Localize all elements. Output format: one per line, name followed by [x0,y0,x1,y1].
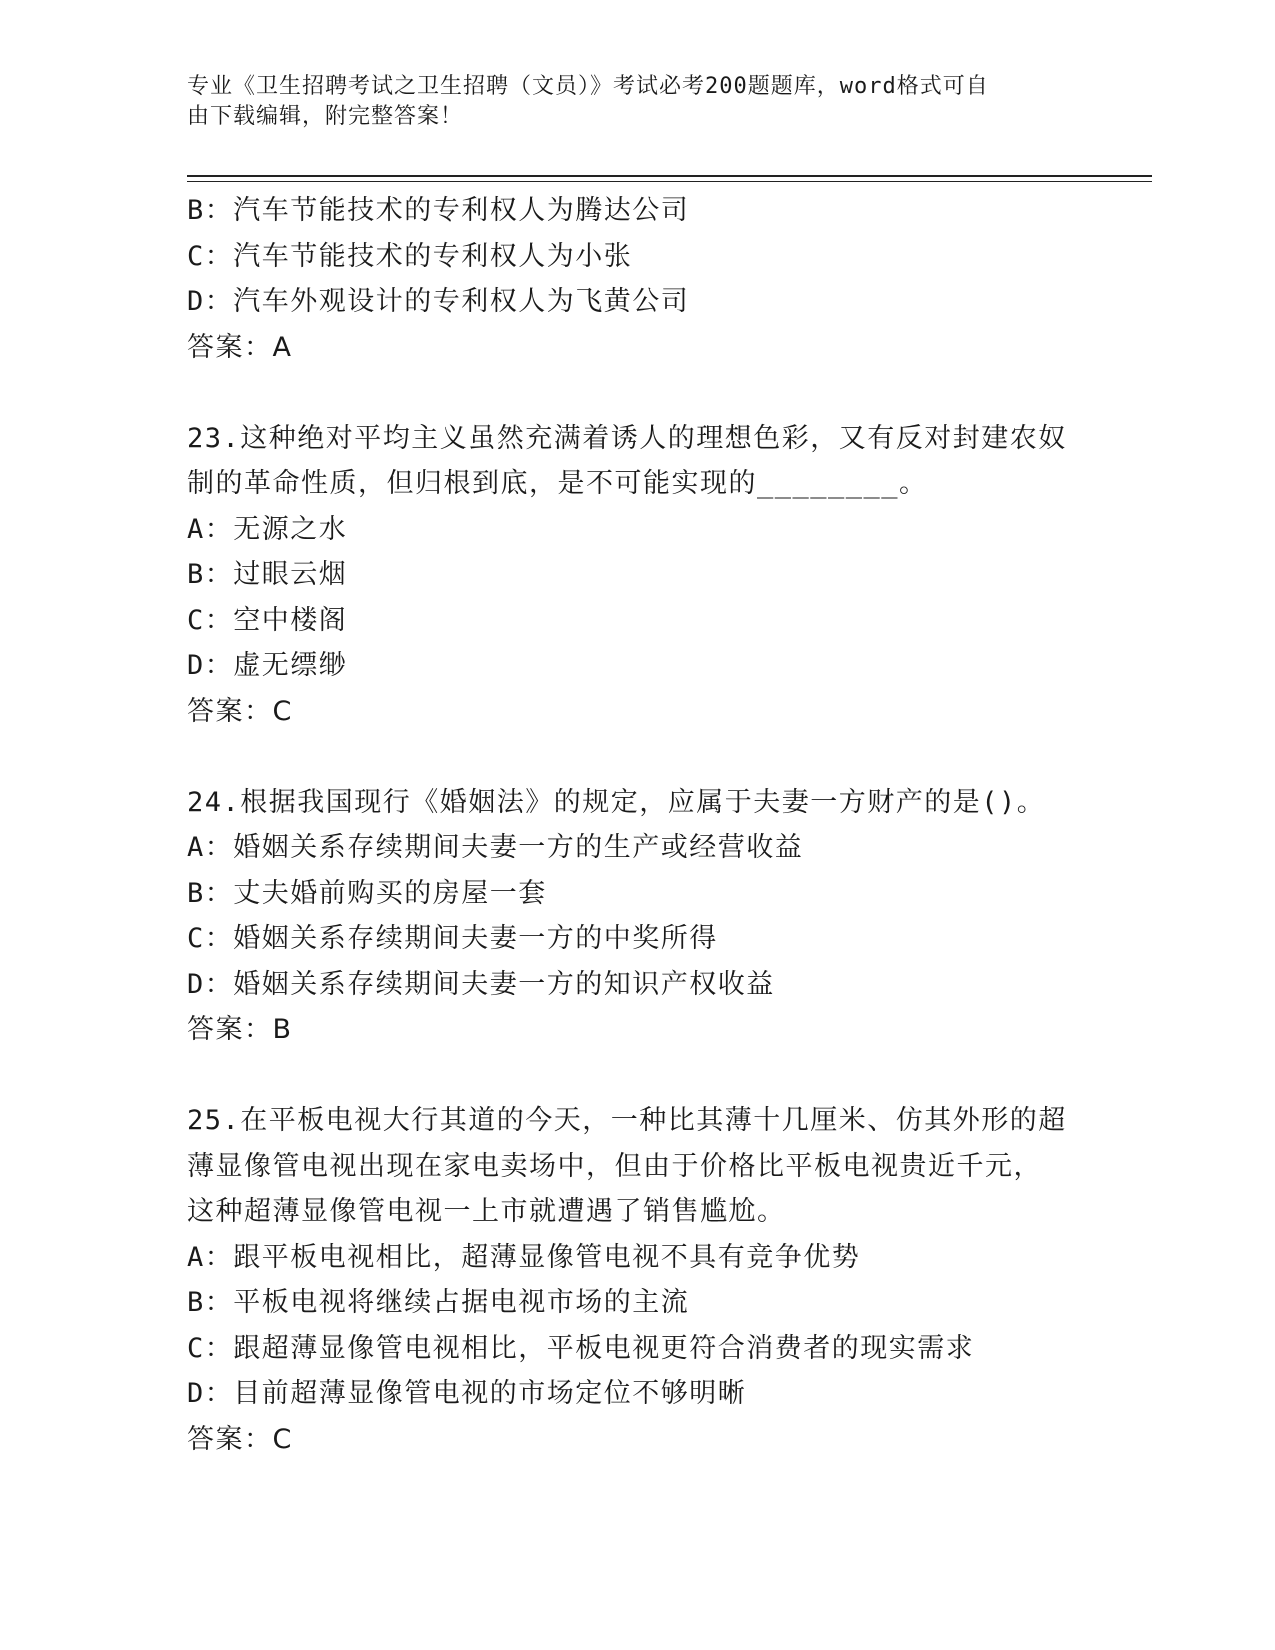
option-b: B：丈夫婚前购买的房屋一套 [187,877,547,909]
spacer [187,1053,1187,1099]
question-22-continued [187,188,1187,370]
header-divider-thin [187,181,1152,182]
question-list [187,188,1187,1462]
option-c: C：跟超薄显像管电视相比，平板电视更符合消费者的现实需求 [187,1332,975,1364]
question-stem-line: 这种超薄显像管电视一上市就遭遇了销售尴尬。 [187,1196,786,1227]
answer-line: 答案：A [187,331,293,363]
option-b: B：汽车节能技术的专利权人为腾达公司 [187,195,690,226]
option-d: D：目前超薄显像管电视的市场定位不够明晰 [187,1378,747,1409]
option-b: B：过眼云烟 [187,559,348,590]
option-c: C：汽车节能技术的专利权人为小张 [187,240,633,272]
option-c: C：空中楼阁 [187,604,348,636]
option-b: B：平板电视将继续占据电视市场的主流 [187,1287,690,1318]
question-stem-line: 23.这种绝对平均主义虽然充满着诱人的理想色彩，又有反对封建农奴 [187,422,1067,454]
question-stem-line: 制的革命性质，但归根到底，是不可能实现的________。 [187,468,928,499]
header-title-line-2: 由下载编辑，附完整答案！ [187,104,464,129]
answer-line: 答案：B [187,1014,293,1045]
answer-line: 答案：C [187,1423,293,1455]
header-divider-thick [187,175,1152,177]
option-a: A：跟平板电视相比，超薄显像管电视不具有竞争优势 [187,1241,861,1273]
option-d: D：婚姻关系存续期间夫妻一方的知识产权收益 [187,968,775,1000]
option-d: D：汽车外观设计的专利权人为飞黄公司 [187,286,690,317]
question-23 [187,416,1187,735]
question-stem-line: 薄显像管电视出现在家电卖场中，但由于价格比平板电视贵近千元， [187,1150,1042,1182]
header-title-line-1: 专业《卫生招聘考试之卫生招聘（文员）》考试必考200题题库，word格式可自 [187,74,989,99]
question-stem-line: 24.根据我国现行《婚姻法》的规定，应属于夫妻一方财产的是()。 [187,786,1046,818]
option-a: A：无源之水 [187,513,348,545]
option-c: C：婚姻关系存续期间夫妻一方的中奖所得 [187,923,718,954]
document-header [187,72,1067,132]
question-24 [187,780,1187,1053]
option-a: A：婚姻关系存续期间夫妻一方的生产或经营收益 [187,832,804,863]
option-d: D：虚无缥缈 [187,650,348,681]
question-25 [187,1098,1187,1462]
question-stem-line: 25.在平板电视大行其道的今天，一种比其薄十几厘米、仿其外形的超 [187,1105,1067,1136]
answer-line: 答案：C [187,695,293,727]
spacer [187,370,1187,416]
spacer [187,734,1187,780]
